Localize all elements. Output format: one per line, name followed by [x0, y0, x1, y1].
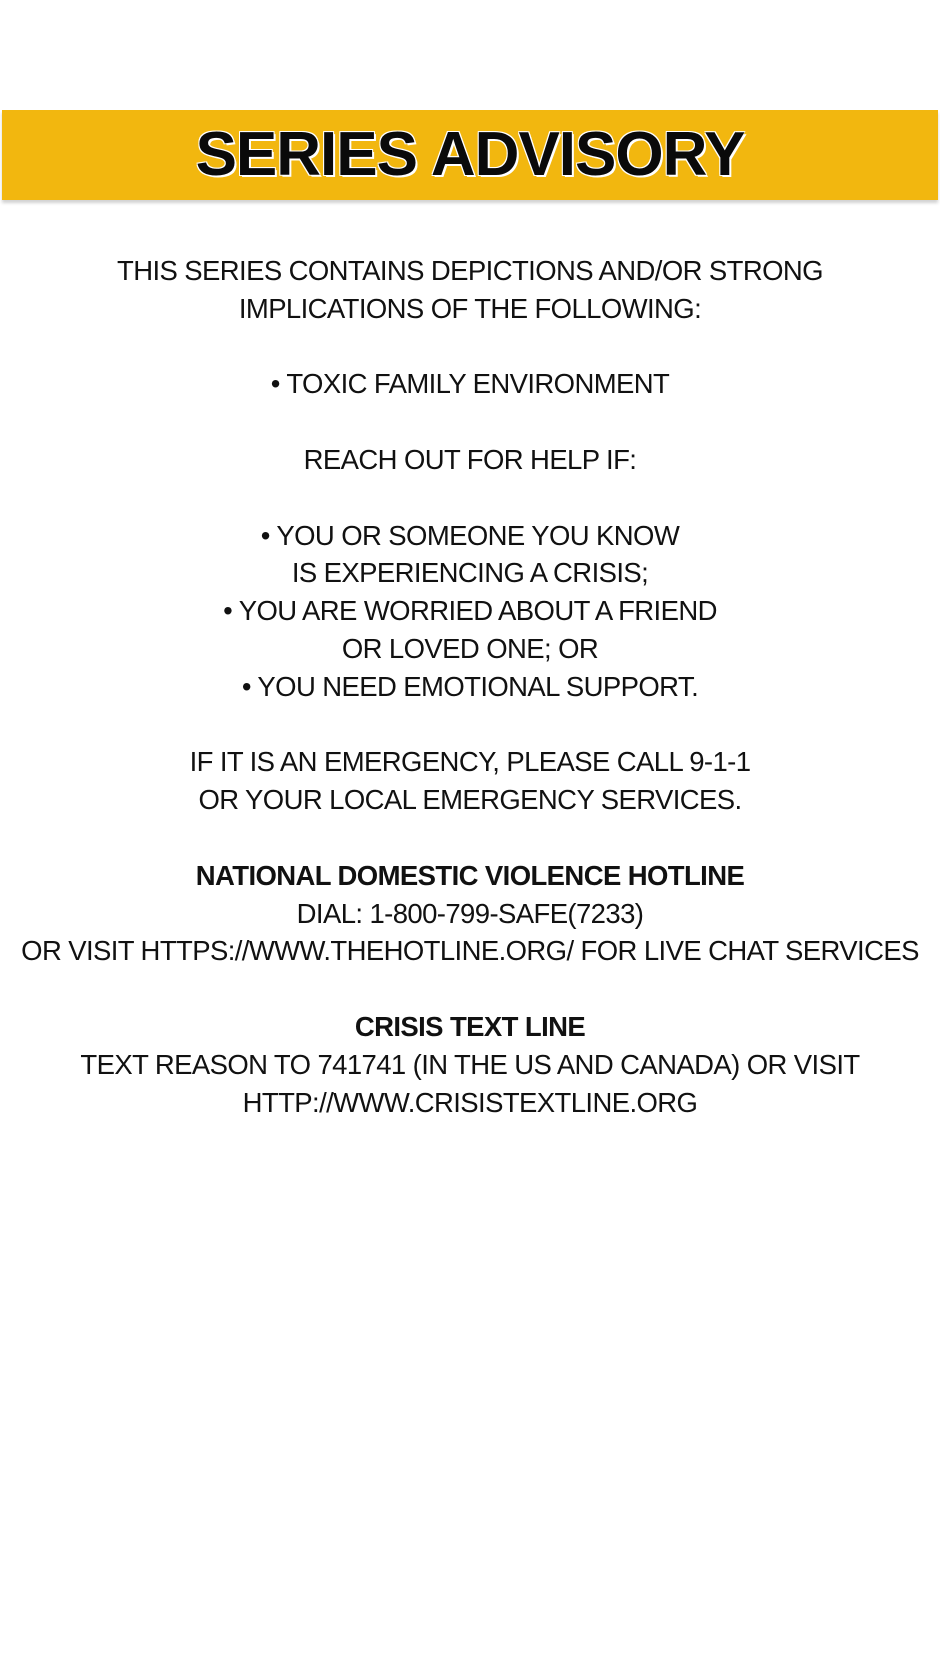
- emergency-line-1: IF IT IS AN EMERGENCY, PLEASE CALL 9-1-1: [189, 746, 751, 778]
- crisis-text-line-1: TEXT REASON TO 741741 (IN THE US AND CANADA) OR VISIT: [80, 1048, 860, 1080]
- page-title: SERIES ADVISORY: [195, 120, 745, 189]
- emergency-line-2: OR YOUR LOCAL EMERGENCY SERVICES.: [198, 784, 742, 816]
- hotline-link: OR VISIT HTTPS://WWW.THEHOTLINE.ORG/ FOR LIVE CHAT SERVICES: [21, 935, 919, 967]
- help-line: OR LOVED ONE; OR: [341, 632, 599, 664]
- spacer: [0, 970, 940, 1008]
- spacer: [0, 328, 940, 366]
- intro-line-2: IMPLICATIONS OF THE FOLLOWING:: [238, 292, 702, 324]
- advisory-content: [0, 252, 940, 1121]
- help-line: • YOU OR SOMEONE YOU KNOW: [260, 519, 680, 551]
- spacer: [0, 819, 940, 857]
- spacer: [0, 479, 940, 517]
- help-line: IS EXPERIENCING A CRISIS;: [291, 557, 649, 589]
- advisory-banner: [2, 110, 938, 200]
- help-line: • YOU NEED EMOTIONAL SUPPORT.: [241, 670, 699, 702]
- spacer: [0, 706, 940, 744]
- hotline-title: NATIONAL DOMESTIC VIOLENCE HOTLINE: [195, 859, 745, 891]
- crisis-text-link: HTTP://WWW.CRISISTEXTLINE.ORG: [242, 1086, 698, 1118]
- crisis-text-title: CRISIS TEXT LINE: [354, 1010, 586, 1042]
- spacer: [0, 403, 940, 441]
- hotline-phone: DIAL: 1-800-799-SAFE(7233): [296, 897, 644, 929]
- help-line: • YOU ARE WORRIED ABOUT A FRIEND: [223, 595, 717, 627]
- intro-line-1: THIS SERIES CONTAINS DEPICTIONS AND/OR STRONG: [117, 255, 823, 286]
- topic-item: • TOXIC FAMILY ENVIRONMENT: [270, 368, 670, 400]
- help-heading: REACH OUT FOR HELP IF:: [303, 443, 637, 475]
